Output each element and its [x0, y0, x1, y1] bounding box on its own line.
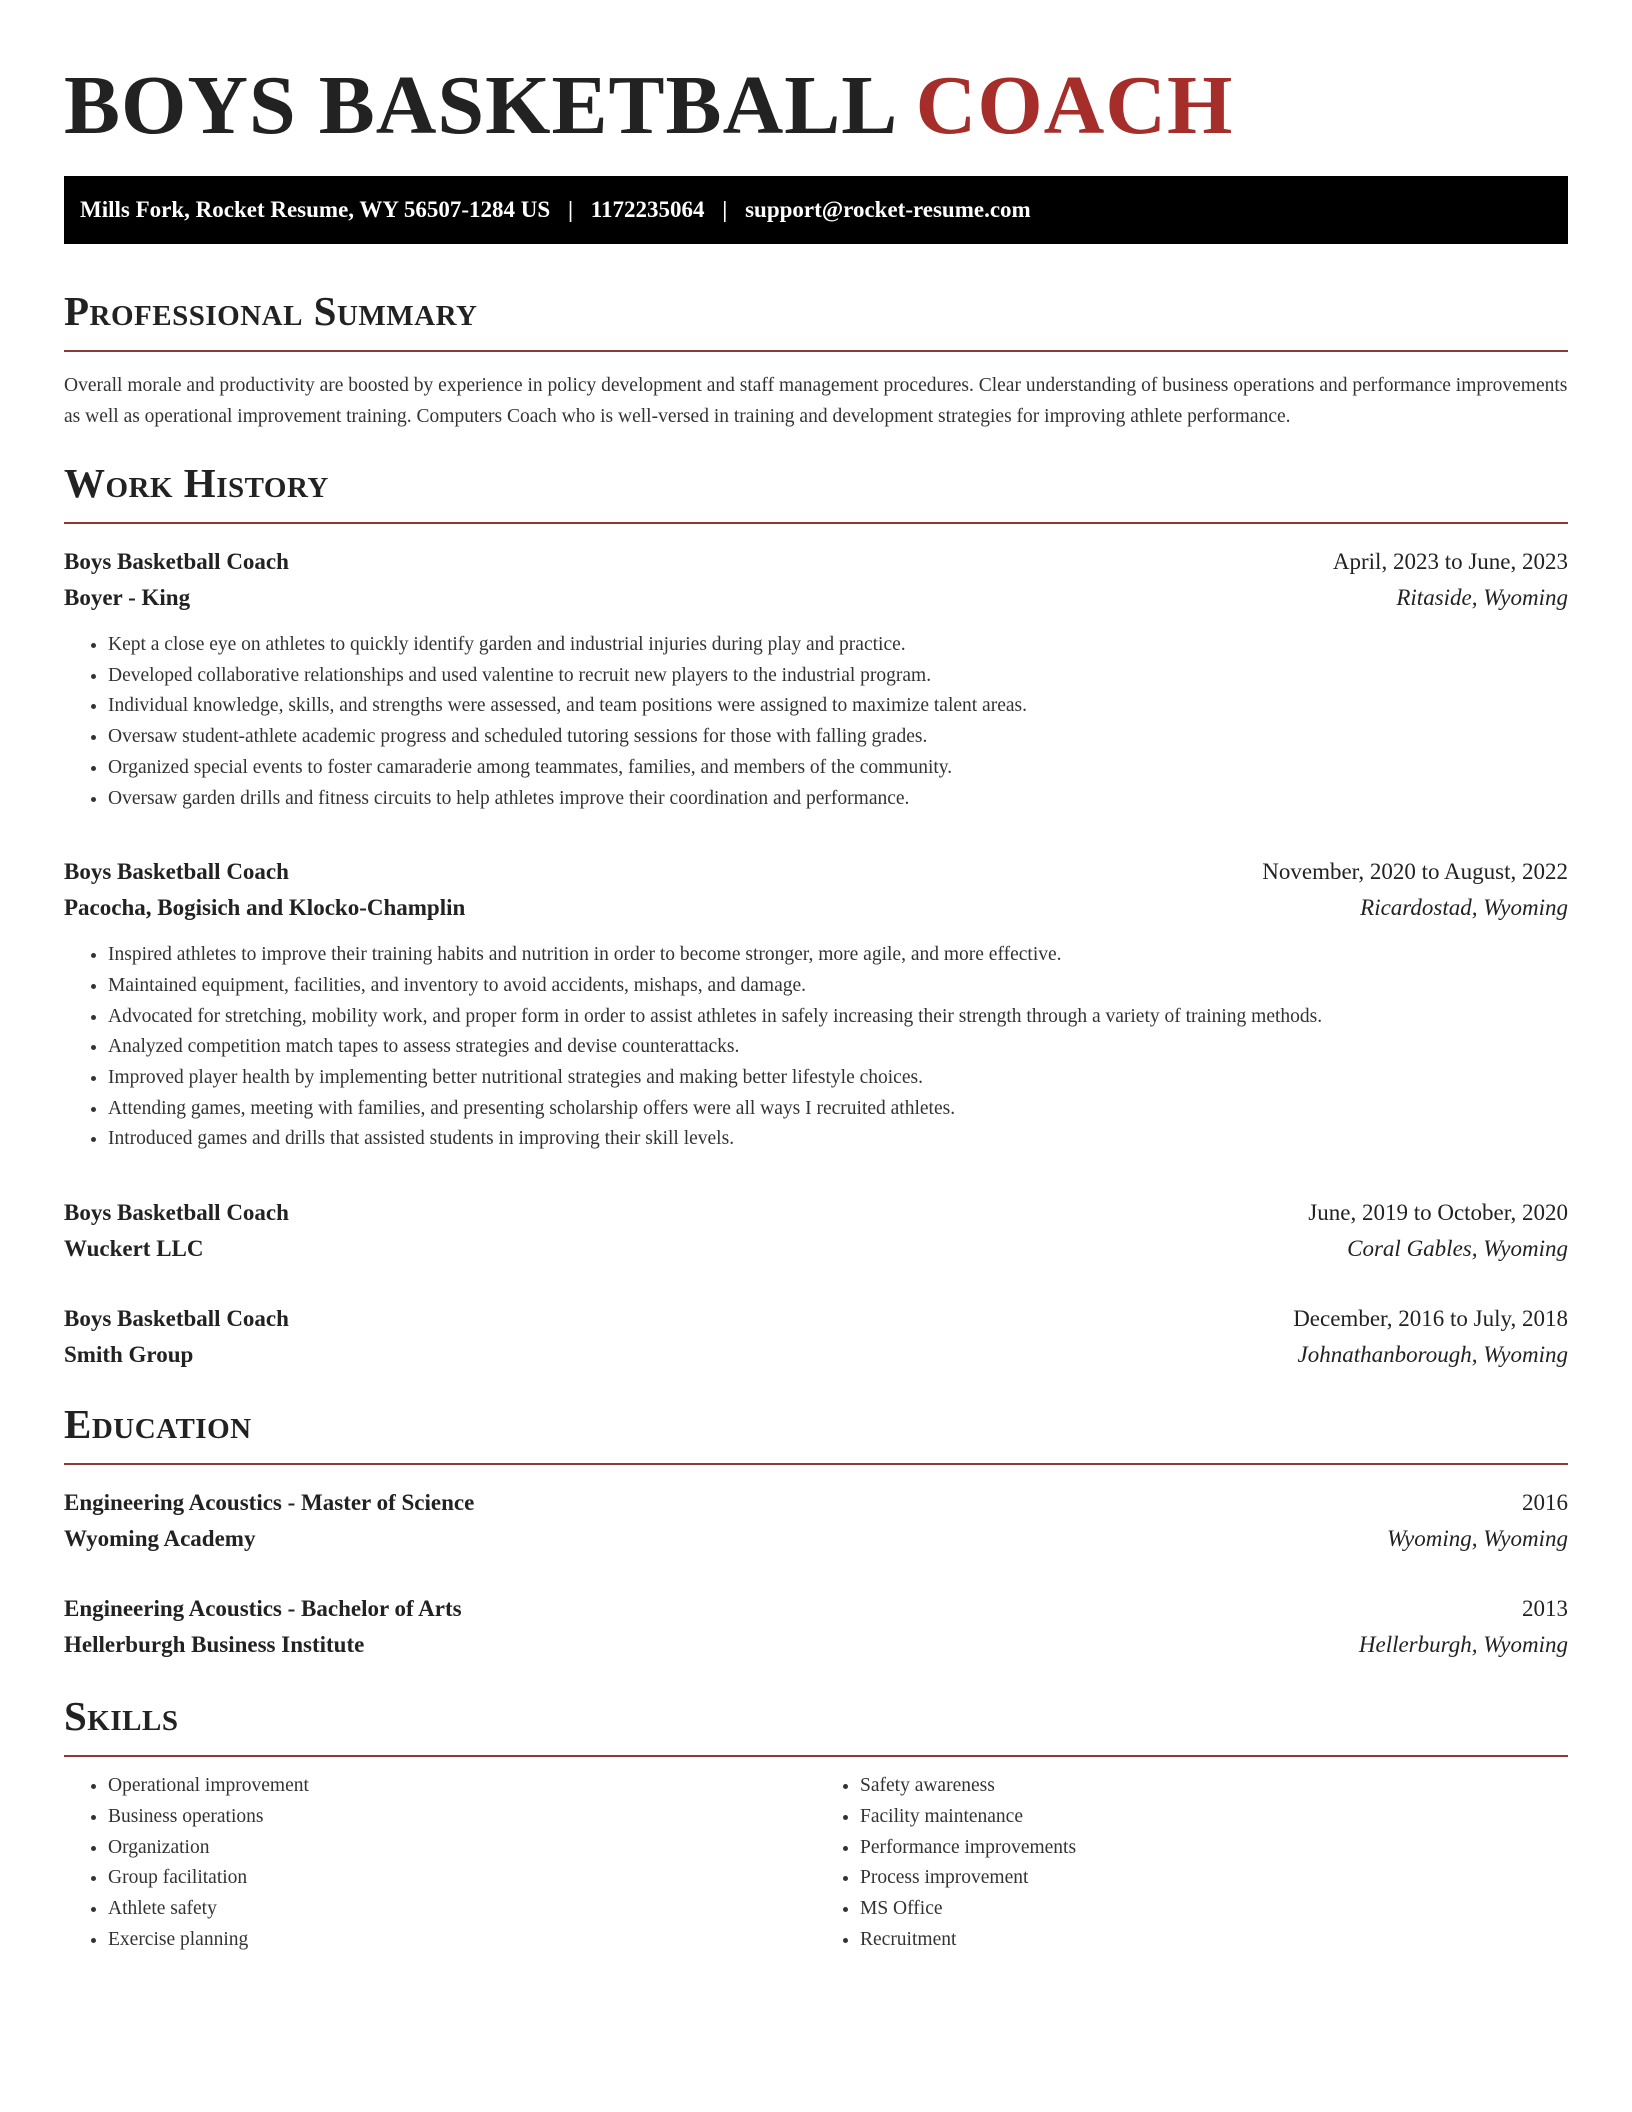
skill-item: • Exercise planning — [108, 1925, 816, 1956]
education-entry — [64, 1485, 1568, 1557]
job-bullet: • Improved player health by implementing better nutritional strategies and making better lifestyle choices. — [108, 1063, 1568, 1094]
contact-separator: | — [722, 197, 728, 222]
skill-item: • Process improvement — [860, 1863, 1568, 1894]
section-divider — [64, 350, 1568, 352]
job-bullet: • Individual knowledge, skills, and strengths were assessed, and team positions were assigned to maximize talent areas. — [108, 691, 1568, 722]
skill-item: • Group facilitation — [108, 1863, 816, 1894]
contact-address: Mills Fork, Rocket Resume, WY 56507-1284 US — [80, 197, 551, 222]
skills-list-left — [64, 1771, 816, 1955]
skill-item: • Facility maintenance — [860, 1802, 1568, 1833]
job-location: Coral Gables, Wyoming — [1347, 1236, 1568, 1262]
job-bullet: • Oversaw student-athlete academic progress and scheduled tutoring sessions for those with falling grades. — [108, 722, 1568, 753]
education-location: Wyoming, Wyoming — [1386, 1526, 1568, 1552]
job-company: Boyer - King — [64, 585, 191, 610]
skill-item: • Operational improvement — [108, 1771, 816, 1802]
education-degree: Engineering Acoustics - Master of Science — [64, 1490, 475, 1516]
job-role: Boys Basketball Coach — [64, 859, 289, 885]
education-year: 2013 — [1522, 1596, 1568, 1622]
title-main: BOYS BASKETBALL — [64, 59, 894, 152]
job-bullet: • Maintained equipment, facilities, and inventory to avoid accidents, mishaps, and damage. — [108, 971, 1568, 1002]
job-bullet: • Inspired athletes to improve their training habits and nutrition in order to become stronger, more agile, and more effective. — [108, 940, 1568, 971]
education-location: Hellerburgh, Wyoming — [1358, 1632, 1568, 1658]
section-divider — [64, 1463, 1568, 1465]
skill-item: • Performance improvements — [860, 1833, 1568, 1864]
section-title-summary: Professional Summary — [64, 288, 478, 334]
job-entry — [64, 544, 1568, 814]
skills-list-right — [816, 1771, 1568, 1955]
job-dates: April, 2023 to June, 2023 — [1332, 549, 1568, 574]
job-company: Pacocha, Bogisich and Klocko-Champlin — [64, 895, 466, 921]
job-entry — [64, 1195, 1568, 1267]
contact-bar — [64, 176, 1568, 244]
job-location: Ricardostad, Wyoming — [1360, 895, 1568, 921]
section-title-education: Education — [64, 1401, 252, 1448]
job-bullet-list — [64, 940, 1568, 1155]
education-school: Hellerburgh Business Institute — [64, 1632, 365, 1658]
job-bullet: • Kept a close eye on athletes to quickly identify garden and industrial injuries during play and practice. — [108, 630, 1568, 661]
job-company: Smith Group — [64, 1342, 194, 1368]
job-bullet: • Analyzed competition match tapes to assess strategies and devise counterattacks. — [108, 1032, 1568, 1063]
job-dates: June, 2019 to October, 2020 — [1308, 1200, 1568, 1226]
job-bullet: • Attending games, meeting with families, and presenting scholarship offers were all ways I recruited athletes. — [108, 1094, 1568, 1125]
section-divider — [64, 522, 1568, 524]
education-school: Wyoming Academy — [64, 1526, 256, 1552]
job-bullet-list — [64, 630, 1568, 814]
skill-item: • MS Office — [860, 1894, 1568, 1925]
job-company: Wuckert LLC — [64, 1236, 204, 1262]
job-dates: December, 2016 to July, 2018 — [1293, 1306, 1568, 1332]
job-entry — [64, 1301, 1568, 1373]
job-location: Ritaside, Wyoming — [1396, 585, 1568, 610]
skill-item: • Safety awareness — [860, 1771, 1568, 1802]
job-dates: November, 2020 to August, 2022 — [1262, 859, 1568, 885]
job-bullet: • Introduced games and drills that assisted students in improving their skill levels. — [108, 1124, 1568, 1155]
contact-email[interactable]: support@rocket-resume.com — [745, 197, 1031, 222]
job-role: Boys Basketball Coach — [64, 1306, 289, 1332]
job-location: Johnathanborough, Wyoming — [1297, 1342, 1568, 1368]
education-entry — [64, 1591, 1568, 1663]
job-entry — [64, 854, 1568, 1155]
education-degree: Engineering Acoustics - Bachelor of Arts — [64, 1596, 462, 1622]
job-role: Boys Basketball Coach — [64, 1200, 289, 1226]
skill-item: • Organization — [108, 1833, 816, 1864]
section-divider — [64, 1755, 1568, 1757]
contact-separator: | — [567, 197, 574, 222]
skills-grid — [64, 1771, 1568, 1955]
skill-item: • Athlete safety — [108, 1894, 816, 1925]
job-bullet: • Oversaw garden drills and fitness circuits to help athletes improve their coordination and performance. — [108, 784, 1568, 815]
section-title-work-history: Work History — [64, 460, 329, 506]
summary-text: Overall morale and productivity are boosted by experience in policy development and staff management procedures. Clear understanding of business operations and performance improvements as well as operational improvement training. Computers Coach who is well-versed in training and development strategies for improving athlete performance. — [64, 375, 1568, 427]
contact-phone[interactable]: 1172235064 — [590, 197, 705, 222]
job-bullet: • Advocated for stretching, mobility work, and proper form in order to assist athletes in safely increasing their strength through a variety of training methods. — [108, 1002, 1568, 1033]
resume-title — [64, 0, 1568, 156]
job-role: Boys Basketball Coach — [64, 549, 289, 574]
section-title-skills: Skills — [64, 1693, 179, 1740]
skill-item: • Recruitment — [860, 1925, 1568, 1956]
education-year: 2016 — [1522, 1490, 1568, 1516]
skill-item: • Business operations — [108, 1802, 816, 1833]
job-bullet: • Organized special events to foster camaraderie among teammates, families, and members of the community. — [108, 753, 1568, 784]
title-accent: COACH — [915, 59, 1234, 152]
job-bullet: • Developed collaborative relationships and used valentine to recruit new players to the industrial program. — [108, 661, 1568, 692]
